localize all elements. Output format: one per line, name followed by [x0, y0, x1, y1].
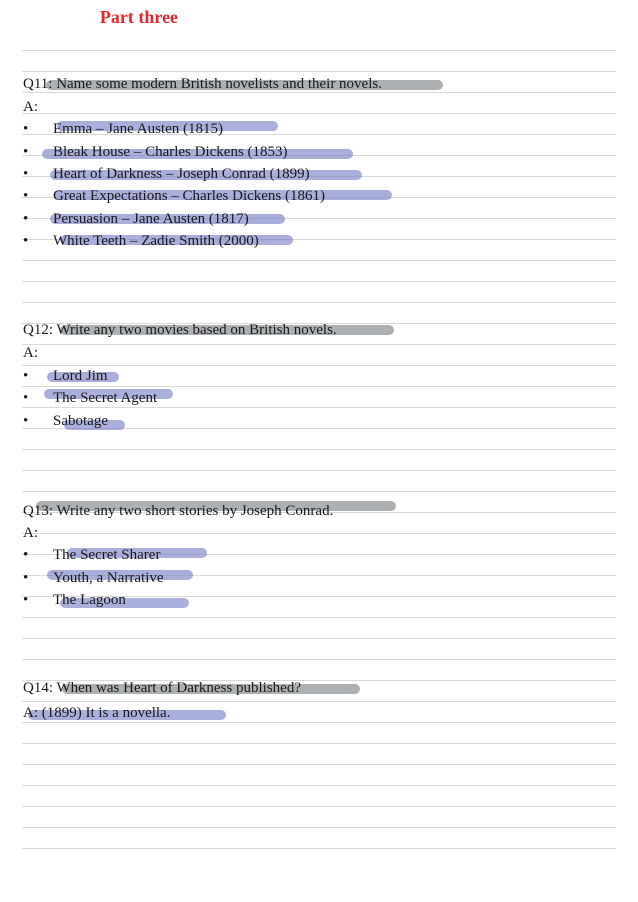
list-item: The Secret Sharer	[53, 547, 161, 563]
bullet-marker: •	[23, 166, 29, 182]
ruled-line	[22, 302, 616, 303]
ruled-line	[22, 533, 616, 534]
list-item: Lord Jim	[53, 368, 108, 384]
bullet-marker: •	[23, 592, 29, 608]
ruled-line	[22, 638, 616, 639]
bullet-marker: •	[23, 368, 29, 384]
list-item: Sabotage	[53, 413, 108, 429]
ruled-line	[22, 113, 616, 114]
ruled-line	[22, 386, 616, 387]
bullet-marker: •	[23, 390, 29, 406]
question-q12: Q12: Write any two movies based on British novels.	[23, 322, 337, 338]
bullet-marker: •	[23, 570, 29, 586]
answer-label-q12: A:	[23, 345, 38, 361]
list-item: Bleak House – Charles Dickens (1853)	[53, 144, 288, 160]
ruled-line	[22, 764, 616, 765]
bullet-marker: •	[23, 144, 29, 160]
ruled-line	[22, 449, 616, 450]
list-item: Persuasion – Jane Austen (1817)	[53, 211, 249, 227]
ruled-line	[22, 470, 616, 471]
question-q13: Q13: Write any two short stories by Joseph Conrad.	[23, 503, 334, 519]
bullet-marker: •	[23, 413, 29, 429]
answer-label-q11: A:	[23, 99, 38, 115]
ruled-line	[22, 617, 616, 618]
page-title: Part three	[99, 7, 179, 27]
list-item: The Secret Agent	[53, 390, 158, 406]
bullet-marker: •	[23, 211, 29, 227]
question-q11: Q11: Name some modern British novelists and their novels.	[23, 76, 382, 92]
list-item: The Lagoon	[53, 592, 126, 608]
ruled-line	[22, 491, 616, 492]
answer-label-q13: A:	[23, 525, 38, 541]
list-item: Youth, a Narrative	[53, 570, 164, 586]
question-q14: Q14: When was Heart of Darkness published?	[23, 680, 301, 696]
ruled-line	[22, 659, 616, 660]
ruled-line	[22, 806, 616, 807]
ruled-line	[22, 365, 616, 366]
list-item: Emma – Jane Austen (1815)	[53, 121, 223, 137]
list-item: White Teeth – Zadie Smith (2000)	[53, 233, 259, 249]
ruled-line	[22, 785, 616, 786]
ruled-line	[22, 71, 616, 72]
bullet-marker: •	[23, 233, 29, 249]
bullet-marker: •	[23, 188, 29, 204]
ruled-line	[22, 344, 616, 345]
ruled-line	[22, 848, 616, 849]
ruled-line	[22, 701, 616, 702]
answer-q14: A: (1899) It is a novella.	[23, 705, 171, 721]
ruled-line	[22, 281, 616, 282]
ruled-line	[22, 743, 616, 744]
ruled-line	[22, 260, 616, 261]
list-item: Heart of Darkness – Joseph Conrad (1899)	[53, 166, 310, 182]
list-item: Great Expectations – Charles Dickens (1861)	[53, 188, 325, 204]
bullet-marker: •	[23, 121, 29, 137]
ruled-line	[22, 827, 616, 828]
ruled-line	[22, 50, 616, 51]
bullet-marker: •	[23, 547, 29, 563]
